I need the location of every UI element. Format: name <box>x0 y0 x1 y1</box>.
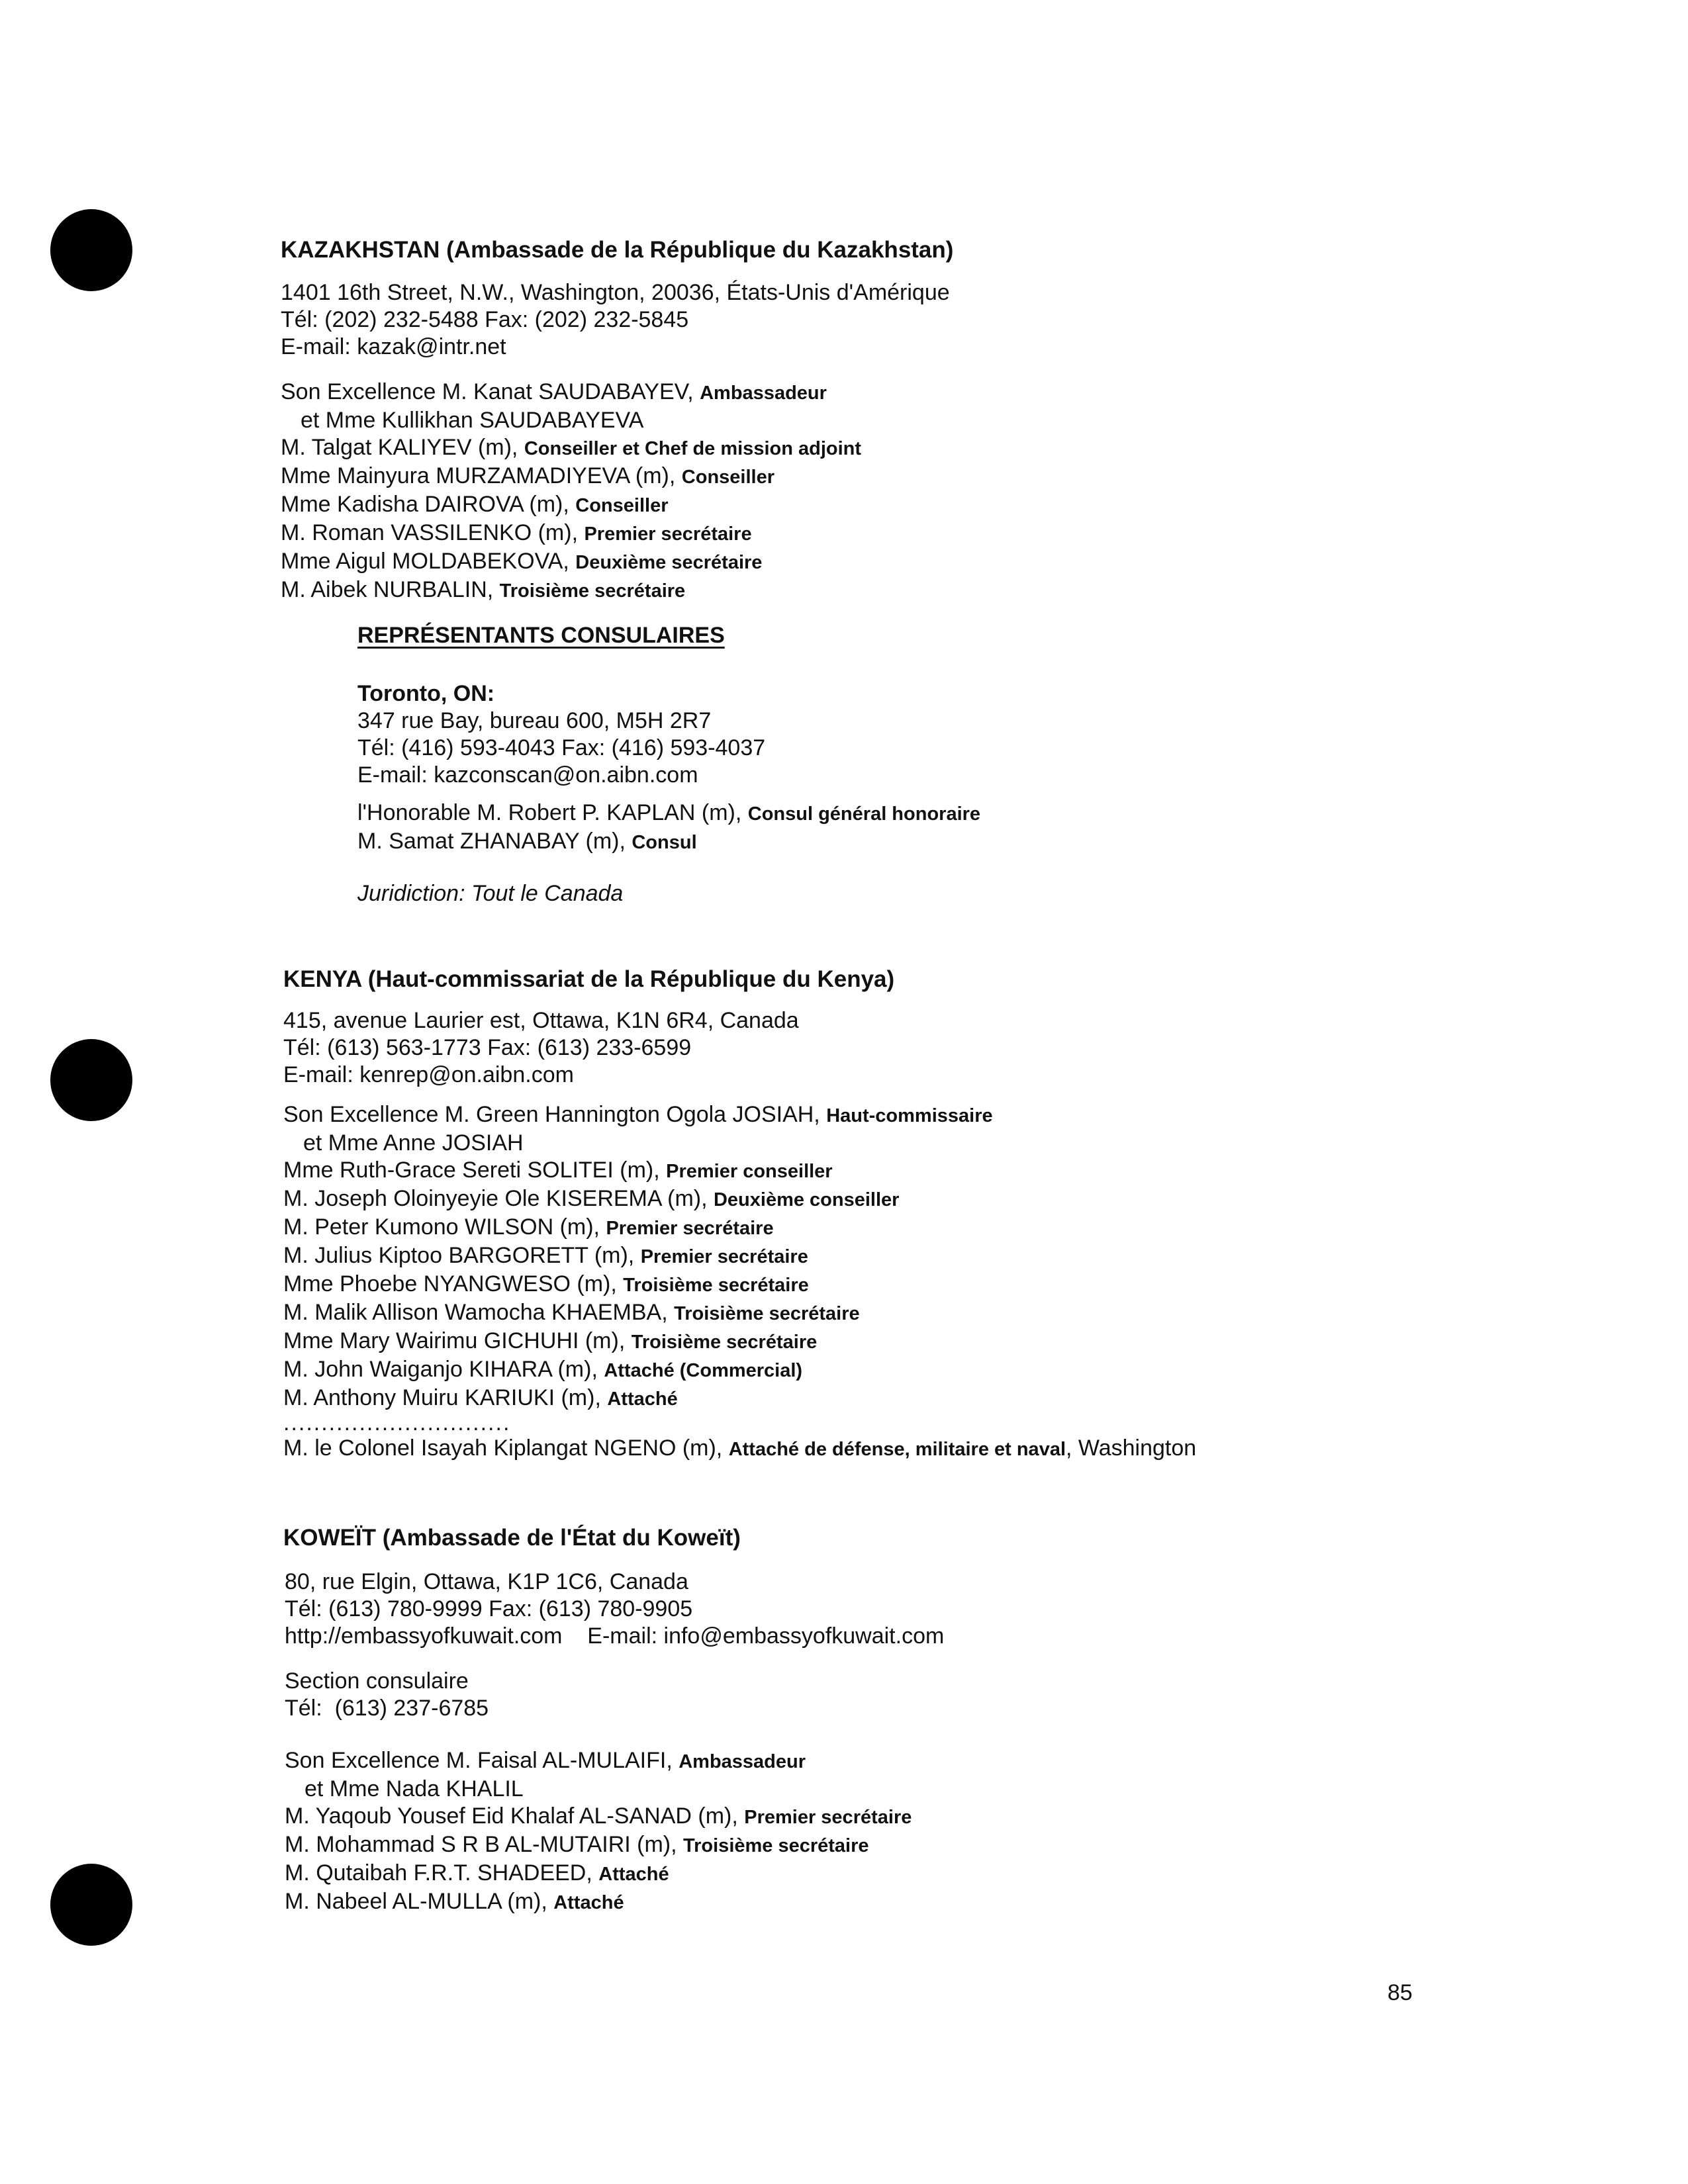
koweit-consular-section <box>285 1668 489 1722</box>
staff-name: Mme Ruth-Grace Sereti SOLITEI (m), <box>283 1158 667 1183</box>
consular-representatives <box>357 621 725 650</box>
staff-title: Troisième secrétaire <box>623 1275 809 1296</box>
staff-title: Premier secrétaire <box>584 523 752 545</box>
staff-entry <box>285 1831 912 1860</box>
staff-title: Ambassadeur <box>679 1751 806 1772</box>
staff-name: M. Malik Allison Wamocha KHAEMBA, <box>283 1300 675 1325</box>
staff-title: Consul <box>632 832 697 853</box>
staff-entry <box>281 520 861 548</box>
staff-name: M. Yaqoub Yousef Eid Khalaf AL-SANAD (m), <box>285 1803 745 1829</box>
kazakhstan-address <box>281 279 950 361</box>
staff-entry <box>281 576 861 605</box>
staff-entry <box>283 1157 993 1185</box>
staff-location: , Washington <box>1066 1435 1197 1461</box>
staff-entry <box>285 1860 912 1888</box>
staff-entry <box>281 548 861 576</box>
staff-entry <box>283 1101 993 1130</box>
staff-name: Mme Mainyura MURZAMADIYEVA (m), <box>281 463 682 488</box>
staff-title: Conseiller et Chef de mission adjoint <box>524 438 862 459</box>
staff-name: M. Joseph Oloinyeyie Ole KISEREMA (m), <box>283 1186 714 1211</box>
staff-entry <box>281 379 861 407</box>
staff-entry <box>281 463 861 491</box>
staff-name: Mme Kadisha DAIROVA (m), <box>281 492 576 517</box>
staff-title: Premier secrétaire <box>640 1246 808 1267</box>
staff-entry <box>281 434 861 463</box>
staff-entry <box>281 491 861 520</box>
staff-entry <box>285 1888 912 1917</box>
staff-title: Deuxième secrétaire <box>575 552 763 573</box>
staff-entry <box>285 1776 912 1803</box>
kazakhstan-section <box>281 236 953 265</box>
staff-entry <box>283 1185 993 1214</box>
staff-entry <box>283 1385 993 1413</box>
staff-name: Son Excellence M. Kanat SAUDABAYEV, <box>281 379 700 404</box>
staff-entry <box>285 1803 912 1831</box>
staff-entry <box>283 1299 993 1328</box>
page-number: 85 <box>1387 1980 1413 2005</box>
staff-title: Troisième secrétaire <box>631 1332 818 1353</box>
staff-name: M. Aibek NURBALIN, <box>281 577 500 602</box>
binder-hole-middle <box>50 1039 132 1121</box>
consular-toronto <box>357 680 765 789</box>
email-line: E-mail: kenrep@on.aibn.com <box>283 1062 574 1087</box>
staff-title: Attaché <box>598 1864 669 1885</box>
email-line: E-mail: kazconscan@on.aibn.com <box>357 762 698 788</box>
staff-title: Premier conseiller <box>666 1161 833 1182</box>
staff-title: Conseiller <box>681 467 774 488</box>
staff-name: M. Roman VASSILENKO (m), <box>281 520 585 545</box>
kenya-section <box>283 965 894 994</box>
staff-name: M. Mohammad S R B AL-MUTAIRI (m), <box>285 1832 684 1857</box>
phone-line: Tél: (613) 563-1773 Fax: (613) 233-6599 <box>283 1035 692 1060</box>
phone-line: Tél: (202) 232-5488 Fax: (202) 232-5845 <box>281 307 689 332</box>
staff-entry <box>283 1214 993 1242</box>
kenya-staff-list <box>283 1101 993 1433</box>
jurisdiction-text: Juridiction: Tout le Canada <box>357 881 624 906</box>
koweit-heading: KOWEÏT (Ambassade de l'État du Koweït) <box>283 1525 741 1551</box>
staff-entry <box>283 1242 993 1271</box>
kenya-address <box>283 1007 799 1089</box>
staff-entry <box>283 1271 993 1299</box>
staff-name: M. Samat ZHANABAY (m), <box>357 829 632 854</box>
email-line: E-mail: kazak@intr.net <box>281 334 506 359</box>
staff-name: et Mme Nada KHALIL <box>305 1776 524 1801</box>
staff-title: Ambassadeur <box>700 383 827 404</box>
staff-name: M. Anthony Muiru KARIUKI (m), <box>283 1385 608 1410</box>
consular-phone-line: Tél: (613) 237-6785 <box>285 1696 489 1721</box>
kenya-heading: KENYA (Haut-commissariat de la République du Kenya) <box>283 966 895 992</box>
consular-city: Toronto, ON: <box>357 681 495 706</box>
staff-entry <box>285 1747 912 1776</box>
kazakhstan-heading: KAZAKHSTAN (Ambassade de la République du Kazakhstan) <box>281 237 954 263</box>
staff-title: Attaché (Commercial) <box>604 1360 803 1381</box>
staff-name: Mme Phoebe NYANGWESO (m), <box>283 1271 624 1297</box>
staff-name: l'Honorable M. Robert P. KAPLAN (m), <box>357 800 748 825</box>
staff-name: Mme Mary Wairimu GICHUHI (m), <box>283 1328 632 1353</box>
staff-name: et Mme Anne JOSIAH <box>303 1130 524 1156</box>
koweit-address <box>285 1569 944 1650</box>
staff-title: Attaché <box>607 1388 678 1410</box>
address-line: 80, rue Elgin, Ottawa, K1P 1C6, Canada <box>285 1569 688 1594</box>
kenya-defense-attache <box>283 1435 1196 1463</box>
staff-name: Mme Aigul MOLDABEKOVA, <box>281 549 576 574</box>
staff-name: M. Peter Kumono WILSON (m), <box>283 1214 606 1240</box>
dotted-separator: .............................. <box>283 1410 511 1435</box>
staff-entry <box>283 1328 993 1356</box>
staff-entry <box>283 1130 993 1157</box>
staff-title: Premier secrétaire <box>606 1218 774 1239</box>
staff-title: Troisième secrétaire <box>683 1835 869 1856</box>
staff-entry <box>357 799 980 828</box>
staff-title: Conseiller <box>575 495 669 516</box>
address-line: 415, avenue Laurier est, Ottawa, K1N 6R4, Canada <box>283 1008 799 1033</box>
staff-title: Consul général honoraire <box>747 803 981 825</box>
staff-title: Attaché de défense, militaire et naval <box>728 1439 1066 1460</box>
staff-name: Son Excellence M. Green Hannington Ogola JOSIAH, <box>283 1102 827 1127</box>
staff-title: Deuxième conseiller <box>713 1189 900 1210</box>
staff-name: M. le Colonel Isayah Kiplangat NGENO (m), <box>283 1435 729 1461</box>
staff-entry <box>281 407 861 434</box>
staff-name: Son Excellence M. Faisal AL-MULAIFI, <box>285 1748 679 1773</box>
consular-staff-list <box>357 799 980 856</box>
staff-entry <box>283 1435 1196 1463</box>
staff-entry <box>357 828 980 856</box>
staff-name: M. John Waiganjo KIHARA (m), <box>283 1357 604 1382</box>
consular-section-label: Section consulaire <box>285 1668 469 1694</box>
staff-title: Troisième secrétaire <box>674 1303 860 1324</box>
kazakhstan-staff-list <box>281 379 861 605</box>
koweit-staff-list <box>285 1747 912 1917</box>
address-line: 347 rue Bay, bureau 600, M5H 2R7 <box>357 708 712 733</box>
staff-name: et Mme Kullikhan SAUDABAYEVA <box>301 408 644 433</box>
staff-name: M. Nabeel AL-MULLA (m), <box>285 1889 554 1914</box>
binder-hole-top <box>50 209 132 291</box>
phone-line: Tél: (613) 780-9999 Fax: (613) 780-9905 <box>285 1596 693 1621</box>
staff-title: Haut-commissaire <box>826 1105 993 1126</box>
staff-name: M. Julius Kiptoo BARGORETT (m), <box>283 1243 641 1268</box>
koweit-section <box>283 1524 741 1553</box>
staff-title: Attaché <box>553 1892 624 1913</box>
binder-hole-bottom <box>50 1864 132 1946</box>
phone-line: Tél: (416) 593-4043 Fax: (416) 593-4037 <box>357 735 766 760</box>
staff-entry <box>283 1356 993 1385</box>
staff-name: M. Qutaibah F.R.T. SHADEED, <box>285 1860 599 1886</box>
jurisdiction-note <box>357 880 623 907</box>
staff-title: Troisième secrétaire <box>499 580 686 602</box>
staff-name: M. Talgat KALIYEV (m), <box>281 435 524 460</box>
address-line: 1401 16th Street, N.W., Washington, 20036, États-Unis d'Amérique <box>281 280 950 305</box>
web-email-line: http://embassyofkuwait.com E-mail: info@embassyofkuwait.com <box>285 1623 945 1649</box>
staff-title: Premier secrétaire <box>744 1807 912 1828</box>
consular-heading: REPRÉSENTANTS CONSULAIRES <box>357 623 725 648</box>
